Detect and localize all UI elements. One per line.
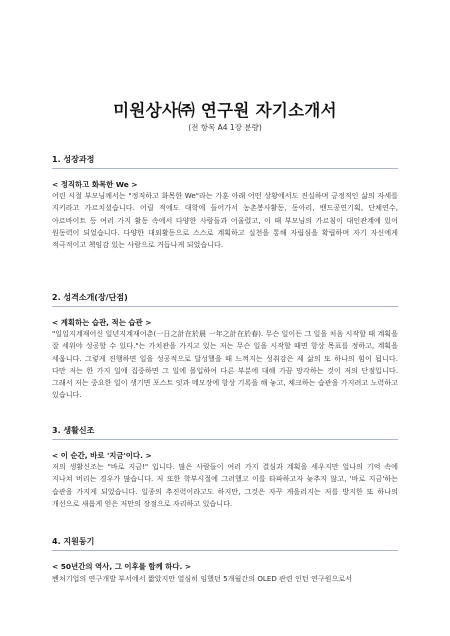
section-divider (52, 306, 398, 307)
section-divider (52, 550, 398, 551)
section-body-motto: 저의 생활신조는 "바로 지금!" 입니다. 많은 사람들이 여러 가지 결심과 계획을 세우지만 얼나의 기억 속에 지나쳐 버리는 경우가 많습니다. 저 또한 학부시절에 그러했고 이를 타파하고자 늦추지 않고, '바로 지금'하는 습관을 가지게 되었습니다. 일종의 추진력이라고도 하지만, 그것은 자꾸 게을러지는 저를 방지한 또 하나의 개선으로 새롭게 얻은 저만의 장점으로 자리하고 있습니다. (52, 462, 398, 508)
document-subtitle: (전 항목 A4 1장 분량) (188, 123, 262, 132)
section-heading-personality: 2. 성격소개(장/단점) (52, 293, 128, 302)
section-divider (52, 168, 398, 169)
section-subheading-personality: < 계획하는 습관, 적는 습관 > (52, 318, 152, 327)
section-body-growth: 어린 시절 부모님께서는 "정직하고 화목한 We"라는 가훈 아래 어떤 상황에서도 진실하며 긍정적인 삶의 자세를 지키라고 가르치셨습니다. 어릴 적에도 대학에 들어가서 농촌봉사활동, 동아리, 밴드공연기획, 단체연수, 아르바이트 등 여러 가지 활동 속에서 다양한 사람들과 어울렸고, 이 때 부모님의 가르침이 대인관계에 있어 원동력이 되었습니다. 다양한 대외활동으로 스스로 계획하고 실천을 통해 자립심을 확립하며 자기 자신에게 적극적이고 책임감 있는 사람으로 거듭나게 되었습니다. (52, 191, 398, 250)
section-subheading-growth: < 정직하고 화목한 We > (52, 180, 138, 189)
section-subheading-motivation: < 50년간의 역사, 그 이후를 함께 하다. > (52, 562, 192, 571)
section-body-motivation: 벤처기업의 연구개발 부서에서 짧았지만 열심히 임했던 5개월간의 OLED 관련 인턴 연구원으로서 (52, 574, 353, 583)
section-heading-motto: 3. 생활신조 (52, 426, 95, 435)
section-divider (52, 439, 398, 440)
section-heading-motivation: 4. 지원동기 (52, 537, 95, 546)
document-title: 미원상사㈜ 연구원 자기소개서 (113, 101, 337, 120)
section-subheading-motto: < 이 순간, 바로 '지금'이다. > (52, 451, 152, 460)
section-heading-growth: 1. 성장과정 (52, 155, 95, 164)
section-body-personality: "일일지계재어신 일년지계재어춘(一日之計在於晨 一年之計在於春). 무슨 일이든 그 일을 처음 시작할 때 계획을 잘 세워야 성공할 수 있다."는 가치관을 가지고 있는 저는 무슨 일을 시작할 때면 항상 목표를 정하고, 계획을 세웁니다. 그렇게 진행하면 일을 성공적으로 달성했을 때 느껴지는 성취감은 제 삶의 또 하나의 힘이 됩니다. 다만 저는 한 가지 일에 집중하면 그 일에 몰입하여 다른 부분에 대해 가끔 망각하는 것이 저의 단점입니다. 그래서 저는 중요한 일이 생기면 포스트 잇과 메모장에 항상 기록을 해 놓고, 체크하는 습관을 가지려고 노력하고 있습니다. (52, 329, 398, 400)
